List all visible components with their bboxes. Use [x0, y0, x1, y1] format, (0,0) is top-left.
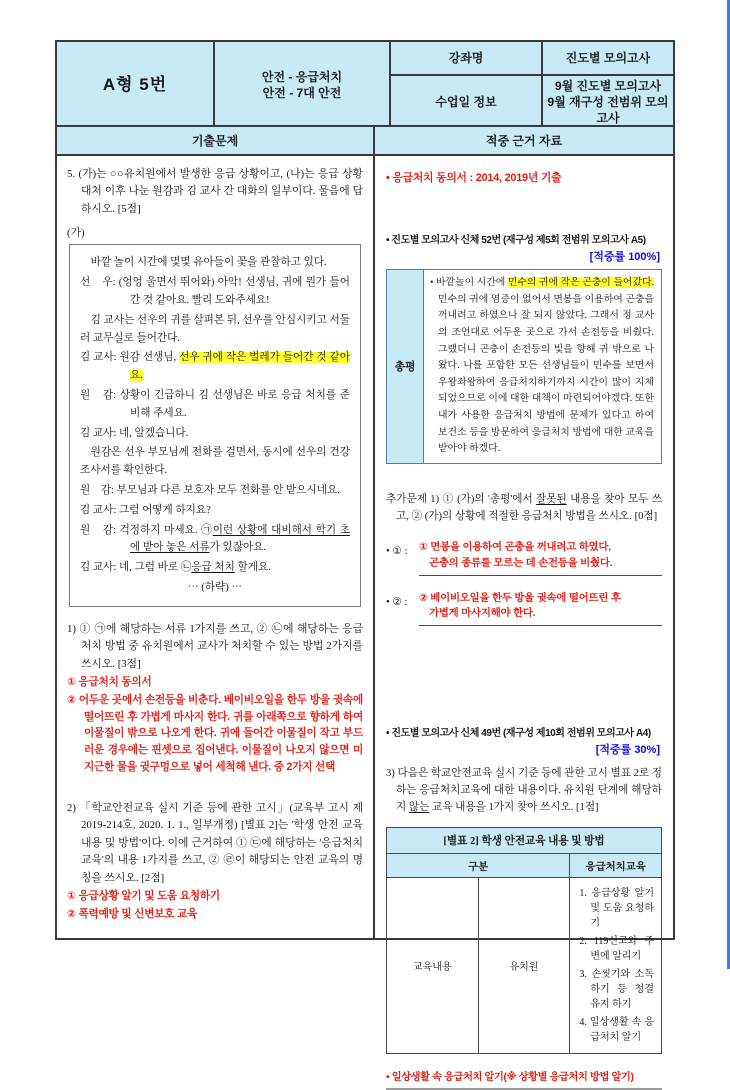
evidence-column: [375, 156, 673, 1084]
question5-text: 5. (가)는 ○○유치원에서 발생한 응급 상황이고, (나)는 응급 상황 대처 이후 나눈 원감과 김 교사 간 대화의 일부이다. 물음에 답하시오. [5점]: [67, 168, 363, 215]
highlighted-text: 선우 귀에 작은 벌레가 들어간 것 같아요.: [130, 352, 350, 382]
extra-question-post: 내용을 찾아 모두 쓰고, ② (가)의 상황에 적절한 응급처치 방법을 쓰시오. [0점]: [396, 494, 662, 523]
extra-answer-2: [386, 591, 662, 626]
speaker-name: 선 우:: [80, 277, 119, 289]
answer-q1-2: ② 어두운 곳에서 손전등을 비춘다. 베이비오일을 한두 방울 귓속에 떨어뜨린 후 가볍게 마사지 한다. 귀를 아래쪽으로 향하게 하여 이물질이 밖으로 나오게 한다. 귀에 들어간 이물질이 작고 부드러운 경우에는 핀셋으로 집어낸다. 이물질이 나오지 않으면 미지근한 물을 귓구멍으로 넣어 세척해 낸다. 중 2가지 선택: [67, 693, 363, 773]
speaker-name: 원 감:: [80, 485, 117, 497]
review-text: • 바깥놀이 시간에: [430, 277, 508, 288]
class-info-line2: 9월 재구성 전범위 모의고사: [547, 95, 669, 126]
dialog-text: 원감 선생님,: [119, 352, 180, 364]
speaker-name: 원 감:: [80, 524, 120, 536]
speaker-name: 김 교사:: [80, 562, 119, 574]
extra-answer-1: [386, 540, 662, 575]
class-info-line1: 9월 진도별 모의고사: [554, 79, 662, 93]
source-mock-exam-52: • 진도별 모의고사 신체 52번 (재구성 제5회 전범위 모의고사 A5): [386, 235, 646, 246]
final-answer-line: • 일상생활 속 응급처치 알기(※ 상황별 응급처치 방법 알기): [386, 1068, 662, 1090]
col-header-group: 구분: [387, 854, 570, 878]
dialog-line: [80, 482, 350, 500]
dialog-line: [80, 502, 350, 520]
education-item: 2. 119신고와 주변에 알리기: [579, 936, 654, 963]
education-item: 1. 응급상황 알기 및 도움 요청하기: [579, 888, 654, 930]
dialog-narration: 원감은 선우 부모님께 전화를 걸면서, 동시에 선우의 건강 조사서를 확인한다.: [80, 447, 350, 477]
dialog-text: 가 있잖아요.: [209, 542, 267, 554]
question3-post: 교육 내용을 1가지 찾아 쓰시오. [1점]: [429, 802, 599, 814]
answer-q2-1: ① 응급상황 알기 및 도움 요청하기: [67, 890, 220, 903]
dialog-text: 상황이 긴급하니 김 선생님은 바로 응급 처치를 준비해 주세요.: [119, 390, 350, 419]
extra-question-pre: 추가문제 1) ① (가)의 '총평'에서: [386, 494, 537, 506]
dialog-text: 네, 그럼 바로 ㉡: [118, 562, 192, 574]
course-label-cell: 강좌명: [390, 41, 542, 75]
review-text: 민수의 귀에 염증이 없어서 면봉을 이용하여 곤충을 꺼내려고 하였으나 잘 되지 않았다. 그래서 정 교사의 조언대로 어두운 곳으로 가서 손전등을 비췄다. 그랬더니 곤충이 손전등의 빛을 향해 귀 밖으로 나왔다. 나를 포함한 모든 선생님들이 민수를 보면서 우왕좌왕하여 응급처치하기까지 시간이 많이 지체되었으므로 이에 대한 대책이 마련되어야겠다. 또한 내가 사용한 응급처치 방법에 문제가 있다고 하여 보건소 등을 방문하여 응급처치 방법에 대한 교육을 받아야 하겠다.: [438, 293, 654, 455]
review-table: [386, 269, 662, 464]
underlined-text: 않는: [408, 802, 430, 814]
dialog-narration: 바깥 놀이 시간에 몇몇 유아들이 꽃을 관찰하고 있다.: [90, 257, 327, 269]
answer-q1-1: ① 응급처치 동의서: [67, 676, 152, 689]
hit-rate-30: [적중률 30%]: [595, 743, 660, 756]
source-mock-exam-49: • 진도별 모의고사 신체 49번 (재구성 제10회 전범위 모의고사 A4): [386, 727, 651, 739]
answer-line: 곤충의 종류를 모르는 데 손전등을 비췄다.: [429, 557, 613, 569]
speaker-name: 김 교사:: [80, 427, 119, 439]
question3-text: [386, 765, 662, 816]
answer-line: 가볍게 마사지해야 한다.: [429, 608, 536, 620]
dialog-line: [80, 559, 350, 577]
review-content-cell: [424, 270, 661, 463]
review-label-cell: 총평: [387, 270, 424, 463]
education-item: 3. 손씻기와 소독하기 등 청결 유지 하기: [579, 969, 654, 1011]
evidence-consent-form: • 응급처치 동의서 : 2014, 2019년 기출: [386, 172, 562, 184]
speaker-name: 김 교사:: [80, 504, 119, 516]
answer-underlined-area: [419, 591, 662, 626]
answer-underlined-area: [419, 540, 662, 575]
question3-pre: 3) 다음은 학교안전교육 실시 기준 등에 관한 고시 별표 2로 정하는 응급처치교육에 대한 내용이다. 유치원 단계에 해당하지: [386, 767, 662, 814]
right-column-header: 적중 근거 자료: [375, 127, 673, 154]
dialog-text: 걱정하지 마세요. ㉠: [119, 524, 213, 536]
dialog-text: 할게요.: [234, 562, 271, 574]
speaker-name: 원 감:: [80, 390, 120, 402]
dialog-narration: 김 교사는 선우의 귀를 살펴본 뒤, 선우를 안심시키고 서둘러 교무실로 들어간다.: [80, 314, 350, 344]
category-cell: [214, 41, 390, 130]
underlined-text: 이런 상황에 대비해서 학기 초에 받아 놓은 서류: [130, 524, 350, 554]
main-table-header-row: [57, 127, 673, 156]
speaker-name: 김 교사:: [80, 352, 120, 364]
education-item: 4. 일상생활 속 응급처치 알기: [579, 1017, 654, 1044]
answer-bullet: • ① :: [386, 546, 408, 558]
scenario-dialog-box: [69, 244, 361, 606]
highlighted-text: 민수의 귀에 작은 곤충이 들어갔다.: [507, 277, 654, 288]
exam-id-cell: A형 5번: [56, 41, 214, 130]
dialog-line: [80, 387, 350, 423]
main-table: [55, 125, 675, 1084]
subquestion2-text: 2) 「학교안전교육 실시 기준 등에 관한 고시」(교육부 고시 제2019-214호, 2020. 1. 1., 일부개정) [별표 2]는 '학생 안전 교육 내용 및 방법'이다. 이에 근거하여 ① ㉢에 해당하는 '응급처치교육'의 내용 1가지를 쓰고, ② ㉣이 해당되는 안전 교육의 명칭을 쓰시오. [2점]: [67, 801, 363, 884]
dialog-line: [80, 349, 350, 385]
past-question-column: [57, 156, 375, 938]
omission-mark: ⋯ (하략) ⋯: [187, 582, 242, 593]
dialog-line: [80, 522, 350, 558]
ga-label: (가): [67, 227, 85, 240]
dialog-text: 네, 알겠습니다.: [118, 427, 189, 439]
education-items-cell: [570, 878, 662, 1054]
hit-rate-100: [적중률 100%]: [589, 251, 660, 263]
subquestion1-text: 1) ① ㉠에 해당하는 서류 1가지를 쓰고, ② ㉡에 해당하는 응급 처치 방법 중 유치원에서 교사가 처치할 수 있는 방법 2가지를 쓰시오. [3점]: [67, 622, 363, 670]
answer-line: ① 면봉을 이용하여 곤충을 꺼내려고 하였다,: [419, 542, 611, 554]
dialog-line: [80, 425, 350, 443]
answer-line: ② 베이비오일을 한두 방울 귓속에 떨어뜨린 후: [419, 592, 621, 604]
col-header-first-aid: 응급처치교육: [570, 854, 662, 878]
dialog-text: 부모님과 다른 보호자 모두 전화를 안 받으시네요.: [116, 485, 340, 497]
course-value-cell: 진도별 모의고사: [542, 41, 674, 75]
dialog-text: (엉엉 울면서 뛰어와) 아악! 선생님, 귀에 뭔가 들어간 것 같아요. 빨리 도와주세요!: [118, 277, 350, 307]
underlined-text: 잘못된: [536, 494, 567, 506]
answer-q2-2: ② 폭력예방 및 신변보호 교육: [67, 907, 198, 920]
annex-table-title: [별표 2] 학생 안전교육 내용 및 방법: [387, 828, 662, 854]
dialog-line: [80, 274, 350, 310]
answer-bullet: • ② :: [386, 596, 408, 608]
category-line2: 안전 - 7대 안전: [262, 86, 342, 101]
extra-question-text: [386, 491, 662, 525]
class-info-value-cell: [542, 75, 674, 130]
category-line1: 안전 - 응급처치: [261, 70, 343, 85]
exam-info-table: [55, 40, 675, 131]
left-column-header: 기출문제: [57, 127, 375, 154]
row-label-cell: 교육내용: [387, 878, 479, 1054]
dialog-text: 그럼 어떻게 하지요?: [118, 504, 211, 516]
annex-table: [386, 827, 662, 1054]
underlined-text: 응급 처치: [191, 562, 235, 574]
row-level-cell: 유치원: [478, 878, 570, 1054]
class-info-label-cell: 수업일 정보: [390, 75, 542, 130]
